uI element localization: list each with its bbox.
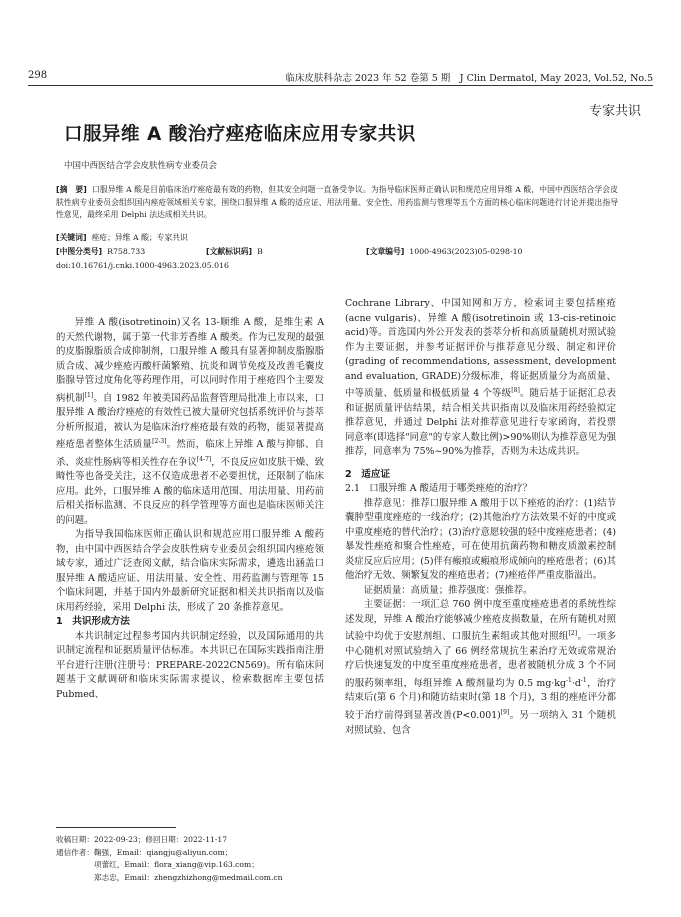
citation: [4-7] xyxy=(196,455,212,463)
corresponding-author-1: 通信作者：鞠强，Email：qiangju@aliyun.com； xyxy=(56,847,233,857)
recommendation-paragraph: 推荐意见：推荐口服异维 A 酸用于以下痤疮的治疗：(1)结节囊肿型重度痤疮的一线治疗；(2)其他治疗方法效果不好的中度或中重度痤疮的替代治疗；(3)治疗意愿较强的轻中度痤疮患者；(4)暴发性痤疮和聚合性痤疮，可在使用抗菌药物和糖皮质激素控制炎症反应后应用；(5)伴有瘢痕或瘢痕形成倾向的痤疮患者；(6)其他治疗无效、频繁复发的痤疮患者；(7)痤疮伴严重皮脂溢出。 xyxy=(345,497,616,582)
text-run: 异维 A 酸(isotretinoin)又名 13-顺维 A 酸，是维生素 A 的天然代谢物，属于第一代非芳香维 A 酸类。作为已发现的最强的皮脂腺脂质合成抑制剂，口服异维 A 酸具有显著抑制皮脂腺脂质合成、减少痤疮丙酸杆菌繁殖、抗炎和调节免疫及改善毛囊皮脂腺导管过度角化等药理作用，可以同时作用于痤疮四个主要发病机制 xyxy=(56,317,324,404)
keywords-line xyxy=(56,232,618,244)
intro-paragraph-2: 为指导我国临床医师正确认识和规范应用口服异维 A 酸药物，由中国中西医结合学会皮肤性病专业委员会组织国内痤疮领域专家，通过广泛查阅文献，结合临床实际需求，遴选出涵盖口服异维 A 酸适应证、用法用量、安全性、用药监测与管理等 15 个临床问题，并基于国内外最新研究证据和相关共识指南以及临床用药经验，采用 Delphi 法，形成了 20 条推荐意见。 xyxy=(56,529,324,613)
evidence-quality-paragraph: 证据质量：高质量；推荐强度：强推荐。 xyxy=(363,584,533,596)
article-number-value: 1000-4963(2023)05-0298-10 xyxy=(409,247,523,256)
journal-header: 临床皮肤科杂志 2023 年 52 卷第 5 期 J Clin Dermatol, May 2023, Vol.52, No.5 xyxy=(285,73,653,84)
subsection-heading-2-1: 2.1 口服异维 A 酸适用于哪类痤疮的治疗？ xyxy=(345,483,533,495)
doc-code-value: B xyxy=(257,247,263,256)
text-run: 。自 1982 年被美国药品监督管理局批准上市以来，口服异维 A 酸治疗痤疮的有效性已被大量研究包括系统评价与荟萃分析所报道，被认为是临床治疗痤疮最有效的药物，能显著提高痤疮患者整体生活质量 xyxy=(56,392,324,451)
section-heading-2: 2 适应证 xyxy=(345,468,391,480)
page-number: 298 xyxy=(28,70,48,81)
text-run: ，治疗结束后(第 6 个月)和随访结束时(第 18 个月)，3 组的痤疮评分都较于治疗前得到显著改善(P<0.001) xyxy=(345,677,616,721)
superscript: -1 xyxy=(580,676,587,684)
text-run: Cochrane Library、中国知网和万方，检索词主要包括痤疮(acne vulgaris)、异维 A 酸(isotretinoin 或 13-cis-retinoic acid)等。首选国内外公开发表的荟萃分析和高质量随机对照试验作为主要证据，并参考证据评价与推荐意见分级、制定和评价(grading of recommendations, assessment, development and evaluation, GRADE)分级标准，将证据质量分为高质量、中等质量、低质量和极低质量 4 个等级 xyxy=(345,298,616,400)
right-column xyxy=(345,297,616,738)
keywords-label: [关键词] xyxy=(56,233,87,242)
superscript: -1 xyxy=(565,676,572,684)
text-run: 。一项多中心随机对照试验纳入了 66 例经常规抗生素治疗无效或常规治疗后快速复发的中度至重度痤疮患者，患者被随机分成 3 个不同的服药频率组，每组异维 A 酸剂量均为 0.5 mg·kg xyxy=(345,631,616,689)
classification-line xyxy=(56,246,618,258)
methods-paragraph: 本共识制定过程参考国内共识制定经验，以及国际通用的共识制定流程和证据质量评估标准。本共识已在国际实践指南注册平台进行注册(注册号：PREPARE-2022CN569)。所有临床问题基于文献调研和临床实际需求提议，检索数据库主要包括 Pubmed、 xyxy=(56,630,324,700)
citation: [1] xyxy=(84,391,94,399)
keywords-text: 痤疮；异维 A 酸；专家共识 xyxy=(91,233,188,242)
text-run: 。然而，临床上异维 A 酸与抑郁、自杀、炎症性肠病等相关性存在争议 xyxy=(56,439,324,468)
intro-paragraph-1 xyxy=(56,316,324,528)
doc-code-label: [文献标识码] xyxy=(206,247,253,256)
header-rule xyxy=(28,85,653,86)
abstract-label: [摘 要] xyxy=(56,185,87,194)
citation: [2] xyxy=(568,630,578,638)
column-tag: 专家共识 xyxy=(588,104,641,119)
corresponding-author-3: 郑志忠，Email：zhengzhizhong@medmail.com.cn xyxy=(94,872,283,882)
evidence-paragraph xyxy=(345,598,616,738)
doi: doi:10.16761/j.cnki.1000-4963.2023.05.016 xyxy=(56,261,230,270)
clc-label: [中图分类号] xyxy=(56,247,103,256)
text-run: 。随后基于证据汇总表和证据质量评估结果，结合相关共识指南以及临床用药经验拟定推荐意见，并通过 Delphi 法对推荐意见进行专家函询，若投票同意率(即选择"同意"的专家人数比例)>90%则认为推荐意见为强推荐，同意率为 75%~90%为推荐，否则为未达成共识。 xyxy=(345,388,616,458)
left-column xyxy=(56,316,324,702)
citation: [9] xyxy=(500,708,510,716)
received-date: 收稿日期：2022-09-23；修回日期：2022-11-17 xyxy=(56,835,228,844)
author-organization: 中国中西医结合学会皮肤性病专业委员会 xyxy=(64,161,218,171)
text-run: 主要证据：一项汇总 760 例中度至重度痤疮患者的系统性综述发现，异维 A 酸治疗能够减少痤疮皮损数量，在所有随机对照试验中均优于安慰剂组、口服抗生素组或其他对照组 xyxy=(345,599,616,643)
corresponding-author-2: 项蕾红，Email：flora_xiang@vip.163.com； xyxy=(94,860,259,869)
methods-paragraph-continued xyxy=(345,297,616,460)
text-run: ·d xyxy=(571,677,581,689)
clc-value: R758.733 xyxy=(107,247,146,256)
citation: [8] xyxy=(511,387,520,394)
abstract-text: 口服异维 A 酸是目前临床治疗痤疮最有效的药物，但其安全问题一直备受争议。为指导临床医师正确认识和规范应用异维 A 酸，中国中西医结合学会皮肤性病专业委员会组织国内痤疮领域相关专家，围绕口服异维 A 酸的适应证、用法用量、安全性、用药监测与管理等五个方面的核心临床问题进行讨论并提出指导性意见，最终采用 Delphi 法达成相关共识。 xyxy=(56,185,618,219)
article-number-label: [文章编号] xyxy=(366,247,405,256)
abstract xyxy=(56,184,618,222)
citation: [2-3] xyxy=(152,438,167,446)
text-run: 。另一项纳入 31 个随机对照试验、包含 xyxy=(345,710,616,736)
footnotes xyxy=(56,834,283,884)
footnote-rule xyxy=(56,827,176,828)
text-run: ，不良反应如皮肤干燥、致畸性等也备受关注，这不仅造成患者不必要担忧，还限制了临床应用。此外，口服异维 A 酸的临床适用范围、用法用量、用药前后相关指标监测、不良反应的科学管理等方面也是临床医师关注的问题。 xyxy=(56,456,324,526)
article-title: 口服异维 A 酸治疗痤疮临床应用专家共识 xyxy=(64,124,416,145)
section-heading-1: 1 共识形成方法 xyxy=(56,616,130,628)
